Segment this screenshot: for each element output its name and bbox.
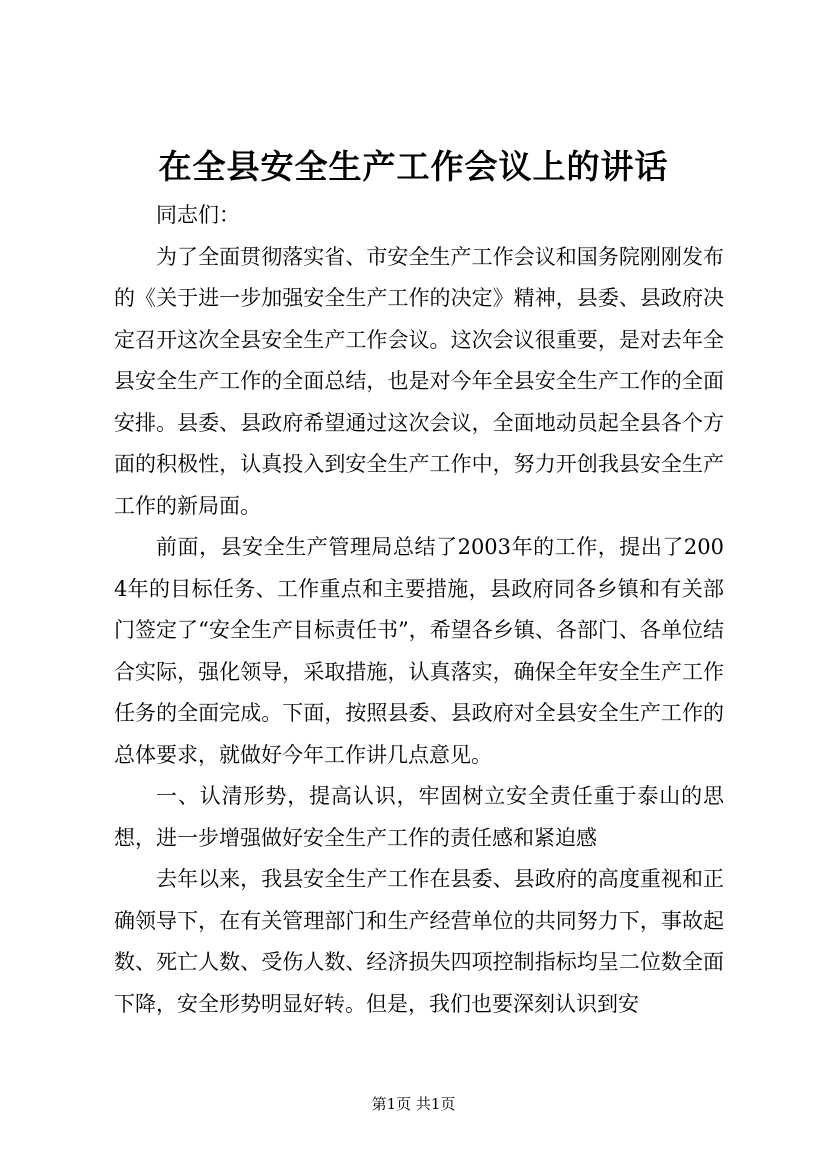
page-footer: 第1页 共1页 bbox=[371, 1095, 456, 1113]
salutation-paragraph: 同志们： bbox=[156, 203, 240, 227]
body-paragraph: 去年以来，我县安全生产工作在县委、县政府的高度重视和正确领导下，在有关管理部门和生产经营单位的共同努力下，事故起数、死亡人数、受伤人数、经济损失四项控制指标均呈二位数全面下降，安全形势明显好转。但是，我们也要深刻认识到安 bbox=[114, 867, 724, 1016]
section-heading: 一、认清形势，提高认识，牢固树立安全责任重于泰山的思想，进一步增强做好安全生产工作的责任感和紧迫感 bbox=[114, 784, 724, 850]
document-title: 在全县安全生产工作会议上的讲话 bbox=[158, 147, 669, 186]
body-paragraph: 前面，县安全生产管理局总结了2003年的工作，提出了2004年的目标任务、工作重点和主要措施，县政府同各乡镇和有关部门签定了“安全生产目标责任书”，希望各乡镇、各部门、各单位结合实际，强化领导，采取措施，认真落实，确保全年安全生产工作任务的全面完成。下面，按照县委、县政府对全县安全生产工作的总体要求，就做好今年工作讲几点意见。 bbox=[114, 535, 724, 767]
body-paragraph: 为了全面贯彻落实省、市安全生产工作会议和国务院刚刚发布的《关于进一步加强安全生产工作的决定》精神，县委、县政府决定召开这次全县安全生产工作会议。这次会议很重要，是对去年全县安全生产工作的全面总结，也是对今年全县安全生产工作的全面安排。县委、县政府希望通过这次会议，全面地动员起全县各个方面的积极性，认真投入到安全生产工作中，努力开创我县安全生产工作的新局面。 bbox=[114, 244, 724, 518]
document-body bbox=[114, 195, 724, 1025]
